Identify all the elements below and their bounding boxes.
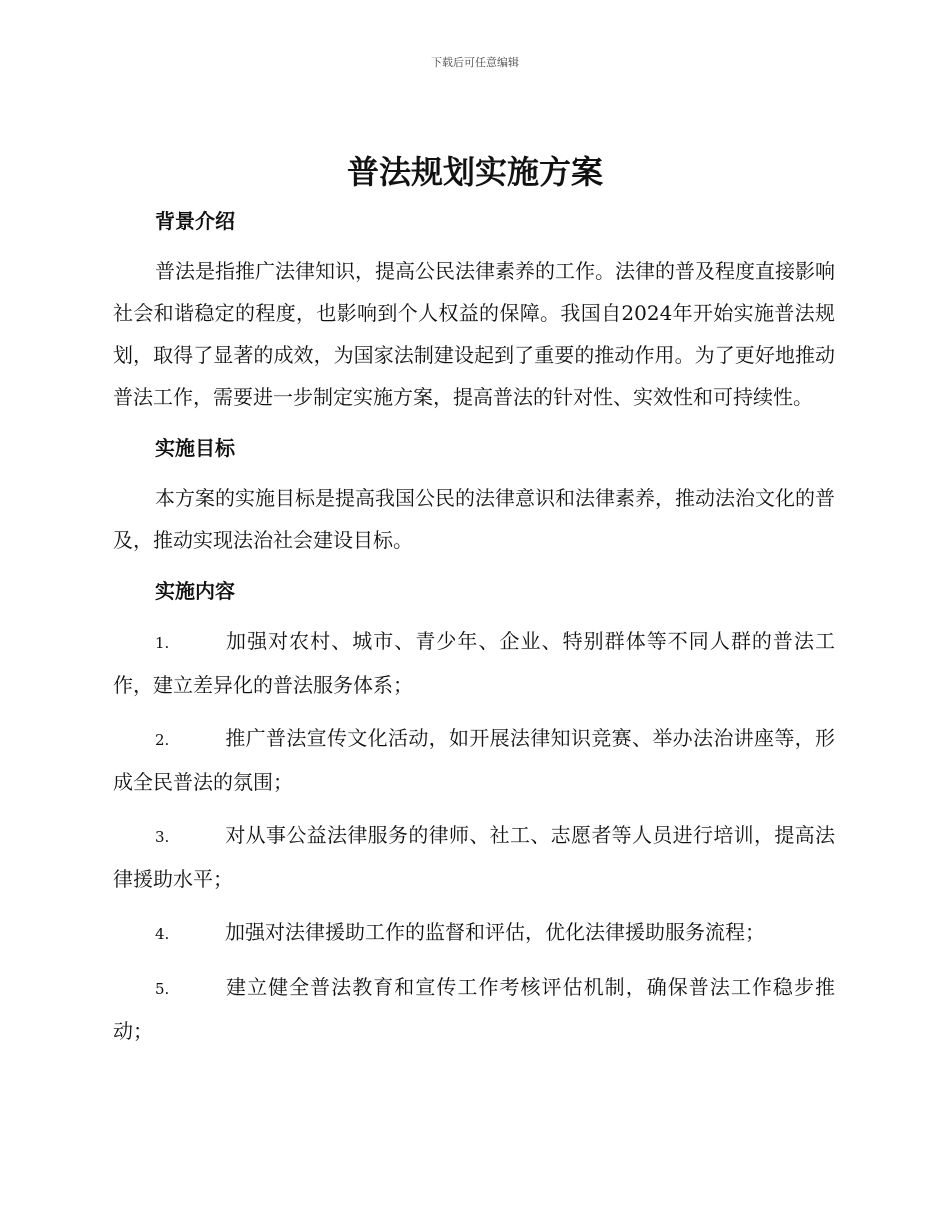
list-item: [113, 620, 835, 706]
list-item-text: 对从事公益法律服务的律师、社工、志愿者等人员进行培训，提高法律援助水平；: [113, 823, 835, 891]
list-item-number: 3.: [155, 828, 170, 846]
list-item-text: 推广普法宣传文化活动，如开展法律知识竞赛、举办法治讲座等，形成全民普法的氛围；: [113, 726, 835, 794]
list-item-text: 加强对法律援助工作的监督和评估，优化法律援助服务流程；: [225, 920, 765, 944]
header-note: 下载后可任意编辑: [431, 56, 519, 69]
section-heading-goals: 实施目标: [155, 436, 235, 460]
list-item: [113, 814, 835, 900]
goals-paragraph: 本方案的实施目标是提高我国公民的法律意识和法律素养，推动法治文化的普及，推动实现法治社会建设目标。: [113, 486, 835, 552]
list-item-text: 加强对农村、城市、青少年、企业、特别群体等不同人群的普法工作，建立差异化的普法服务体系；: [113, 629, 835, 697]
list-item: [113, 966, 835, 1052]
list-item: [113, 911, 835, 955]
section-heading-background: 背景介绍: [155, 209, 235, 233]
list-item-text: 建立健全普法教育和宣传工作考核评估机制，确保普法工作稳步推动；: [113, 975, 835, 1043]
list-item-number: 4.: [155, 925, 170, 943]
list-item: [113, 717, 835, 803]
list-item-number: 2.: [155, 731, 170, 749]
list-item-number: 1.: [155, 634, 170, 652]
section-heading-content: 实施内容: [155, 579, 235, 603]
document-body: [113, 202, 835, 1063]
list-item-number: 5.: [155, 980, 170, 998]
document-title: 普法规划实施方案: [346, 153, 603, 191]
background-paragraph: 普法是指推广法律知识，提高公民法律素养的工作。法律的普及程度直接影响社会和谐稳定的程度，也影响到个人权益的保障。我国自2024年开始实施普法规划，取得了显著的成效，为国家法制建设起到了重要的推动作用。为了更好地推动普法工作，需要进一步制定实施方案，提高普法的针对性、实效性和可持续性。: [113, 259, 835, 409]
